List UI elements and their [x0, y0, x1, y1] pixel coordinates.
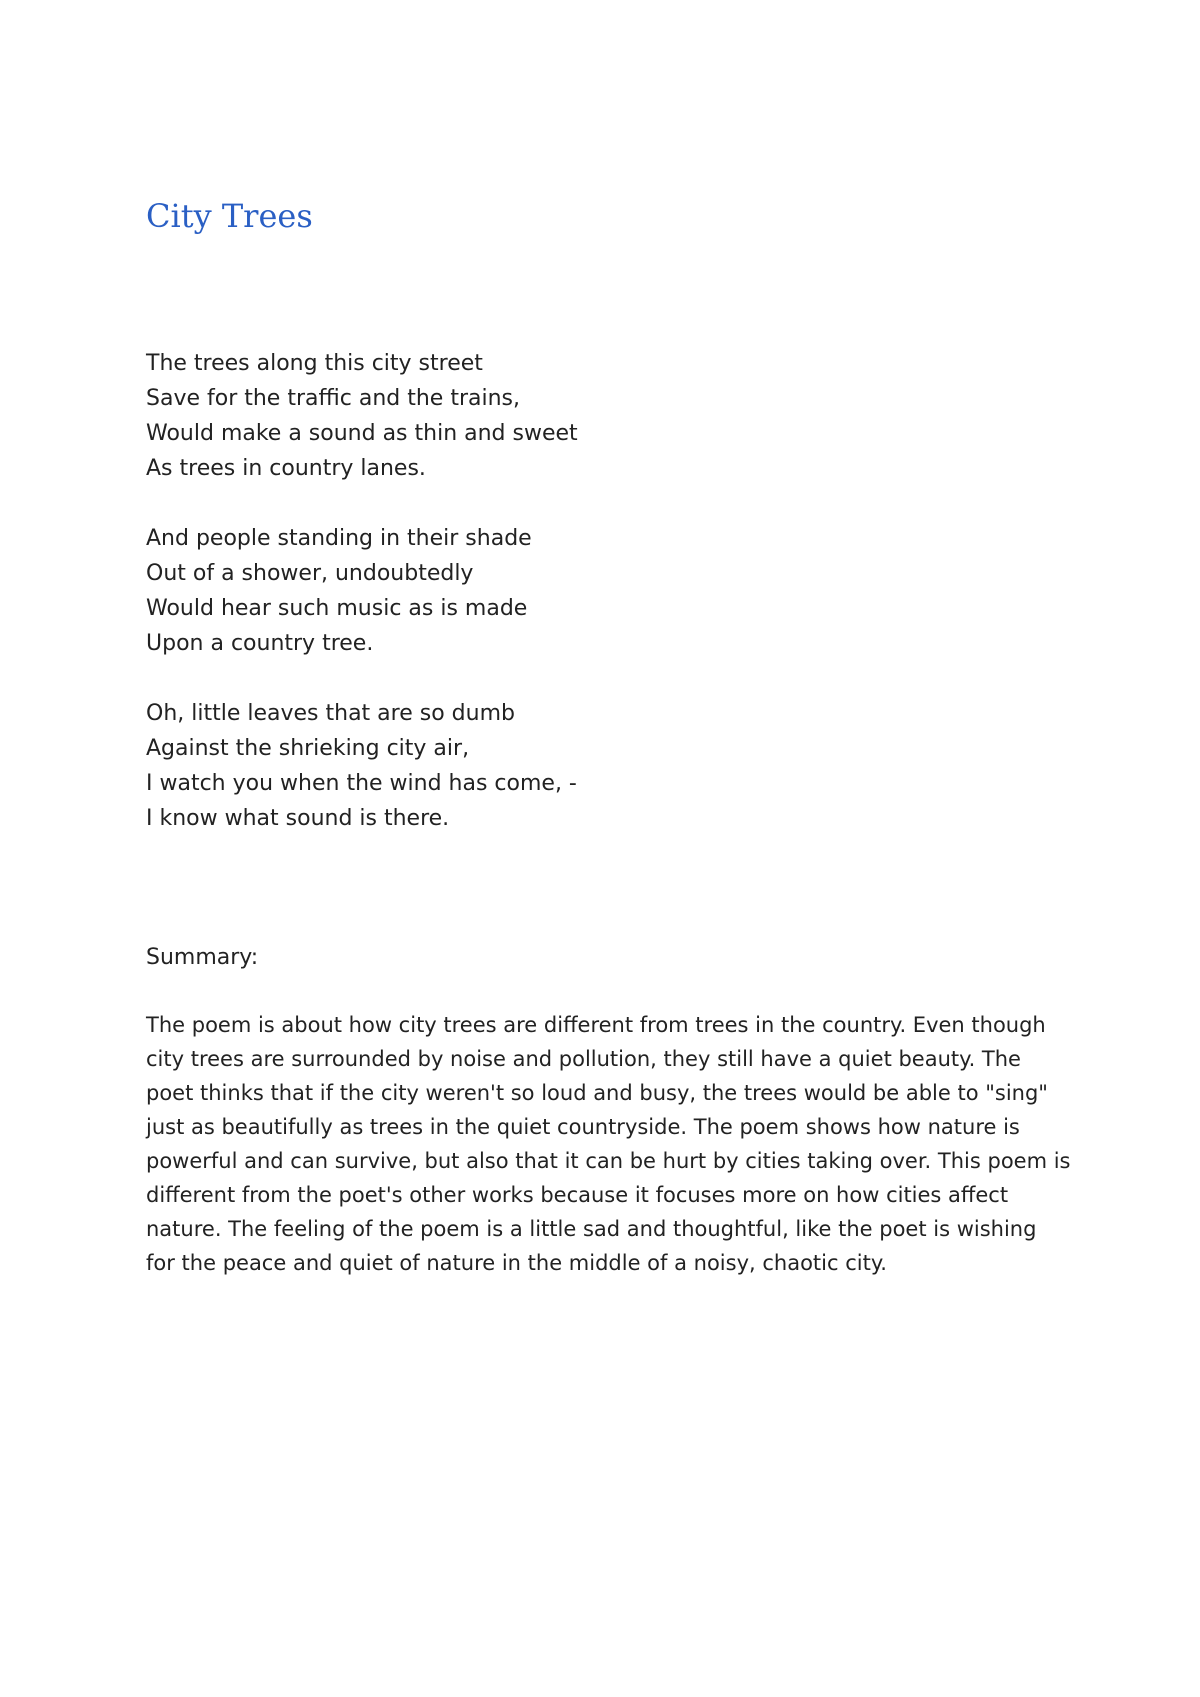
poem-line: Out of a shower, undoubtedly [146, 561, 474, 586]
poem-line: Would make a sound as thin and sweet [146, 421, 578, 446]
poem-line: Oh, little leaves that are so dumb [146, 701, 515, 726]
poem-stanza-2 [146, 521, 1066, 661]
poem-stanza-1 [146, 346, 1066, 486]
poem-line: As trees in country lanes. [146, 456, 426, 481]
poem-title: City Trees [146, 197, 313, 235]
poem-line: I know what sound is there. [146, 806, 450, 831]
poem-line: I watch you when the wind has come, - [146, 771, 577, 796]
poem-line: And people standing in their shade [146, 526, 532, 551]
poem-line: Would hear such music as is made [146, 596, 528, 621]
summary-paragraph: The poem is about how city trees are different from trees in the country. Even though city trees are surrounded by noise and pollution, they still have a quiet beauty. The poet thinks that if the city weren't so loud and busy, the trees would be able to "sing" just as beautifully as trees in the quiet countryside. The poem shows how nature is powerful and can survive, but also that it can be hurt by cities taking over. This poem is different from the poet's other works because it focuses more on how cities affect nature. The feeling of the poem is a little sad and thoughtful, like the poet is wishing for the peace and quiet of nature in the middle of a noisy, chaotic city. [146, 1013, 1071, 1275]
poem-line: Upon a country tree. [146, 631, 374, 656]
poem-line: The trees along this city street [146, 351, 483, 376]
poem-line: Save for the traffic and the trains, [146, 386, 520, 411]
poem-line: Against the shrieking city air, [146, 736, 470, 761]
poem-stanza-3 [146, 696, 1066, 836]
poem-body [146, 346, 1066, 871]
summary-heading: Summary: [146, 945, 259, 970]
